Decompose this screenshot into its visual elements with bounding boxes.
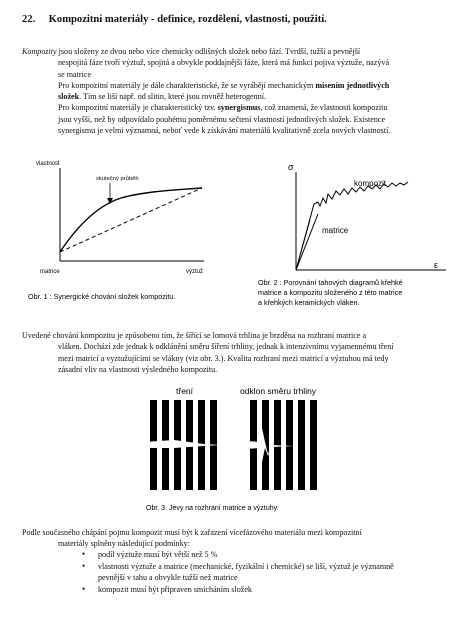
- list-item-text: podíl výztuže musí být větší než 5 %: [98, 550, 218, 559]
- para3-line-2: materiály splněny následující podmínky:: [58, 539, 190, 549]
- intro-line-6c: , což znamená, že vlastnosti kompozitu: [260, 103, 388, 113]
- para2-line-4: zásadní vliv na vlastnosti výsledného kompozitu.: [58, 364, 218, 374]
- list-item-text: kompozit musí být připraven smícháním složek: [98, 585, 252, 595]
- figure-1-synergy-chart: [26, 158, 216, 303]
- fig2-xlabel: ε: [434, 260, 439, 270]
- intro-line-5: . Tím se liší např. od slitin, které jsou rovněž heterogenní.: [79, 92, 267, 102]
- para3-line-1: Podle současného chápání pojmu kompozit musí být k zařazení vícefázového materiálu mezi kompozitní: [22, 528, 362, 537]
- bullet-icon: •: [82, 584, 86, 595]
- intro-line-8: synergismu je velmi významná, neboť vede k získávání materiálů kvalitativně zcela nových vlastností.: [58, 126, 391, 136]
- fig3-caption: Obr. 3. Jevy na rozhraní matrice a výztuhy.: [146, 505, 279, 512]
- bullet-icon: •: [82, 549, 86, 559]
- intro-line-7: jsou vyšší, než by odpovídalo pouhému poměrnému sečtení vlastností jednotlivých složek. Existence: [58, 114, 386, 124]
- conditions-list: [82, 549, 450, 596]
- fig2-caption-l3: a křehkých keramických vláken.: [258, 298, 360, 307]
- fig2-ylabel: σ: [288, 162, 294, 172]
- para2-line-3: mezi matricí a vyztužujícími se vlákny (viz obr. 3.). Kvalita rozhraní mezi matricí a výztuhou má tedy: [58, 353, 389, 363]
- fig2-caption-l1: Obr. 2 : Porovnání tahových diagramů křehké: [258, 278, 403, 287]
- intro-synergismus: synergismus: [217, 103, 261, 113]
- para2-line-2: vláken. Dochází zde jednak k odklánění směru šíření trhliny, jednak k intenzivnímu vyjamennému tření: [58, 342, 394, 352]
- fig3-label-right: odklon směru trhliny: [240, 386, 317, 396]
- intro-line-4: Pro kompozitní materiály je dále charakteristické, že se vyrábějí mechanickým: [58, 80, 316, 90]
- paragraph-2: [22, 330, 446, 375]
- intro-line-1: jsou složeny ze dvou nebo více chemicky odlišných složek nebo fází. Tvrdší, tužší a pevnější: [56, 47, 361, 56]
- section-title: Kompozitní materiály - definice, rozdělení, vlastnosti, použití.: [48, 14, 327, 25]
- section-heading: [22, 14, 327, 25]
- fig2-caption-l2: matrice a kompozitu složeného z této matrice: [258, 288, 403, 297]
- list-item: [82, 584, 450, 596]
- fig1-caption: Obr. 1 : Synergické chování složek kompozitu.: [28, 292, 176, 301]
- fig1-annotation: skutečný průběh: [96, 176, 139, 182]
- list-item: [82, 549, 450, 561]
- intro-line-4-bold: mísením jednotlivých: [315, 80, 390, 90]
- figure-3-interface-phenomena: [144, 384, 344, 514]
- section-number: 22.: [22, 14, 36, 25]
- fig1-xlabel-left: matrice: [40, 269, 60, 275]
- intro-line-2: nespojitá fáze tvoří výztuž, spojitá a obvykle poddajnější fáze, která má funkci pojiva výztuže, nazývá: [58, 58, 390, 68]
- intro-line-6: Pro kompozitní materiály je charakteristický tzv.: [58, 103, 218, 113]
- list-item-text-cont: pevnější v tahu a obvykle tužší než matrice: [98, 573, 238, 583]
- fig3-label-left: tření: [176, 386, 194, 396]
- fig2-matrix-line: [296, 214, 318, 270]
- paragraph-3: [22, 527, 446, 550]
- intro-line-5-bold: složek: [58, 92, 80, 102]
- list-item: [82, 560, 450, 584]
- fig2-ceramic-line: [296, 220, 310, 270]
- fig1-ylabel: vlastnost: [36, 161, 60, 167]
- fig1-xlabel-right: výztuž: [186, 269, 204, 275]
- bullet-icon: •: [82, 560, 86, 571]
- fig1-linear-line: [60, 188, 202, 252]
- figure-2-tensile-diagram: [256, 158, 456, 308]
- intro-paragraph: [22, 46, 446, 136]
- fig2-label-kompozit: kompozit: [354, 179, 387, 188]
- term-kompozity: Kompozity: [22, 47, 57, 56]
- intro-line-3: se matrice: [58, 69, 92, 79]
- para2-line-1: Uvedené chování kompozitu je způsobeno tím, že šířící se lomová trhlina je brzděna na rozhraní matrice a: [22, 331, 367, 340]
- list-item-text: vlastnosti výztuže a matrice (mechanické, fyzikální i chemické) se liší, výztuž je významně: [98, 561, 394, 571]
- fig2-label-matrice: matrice: [322, 226, 349, 235]
